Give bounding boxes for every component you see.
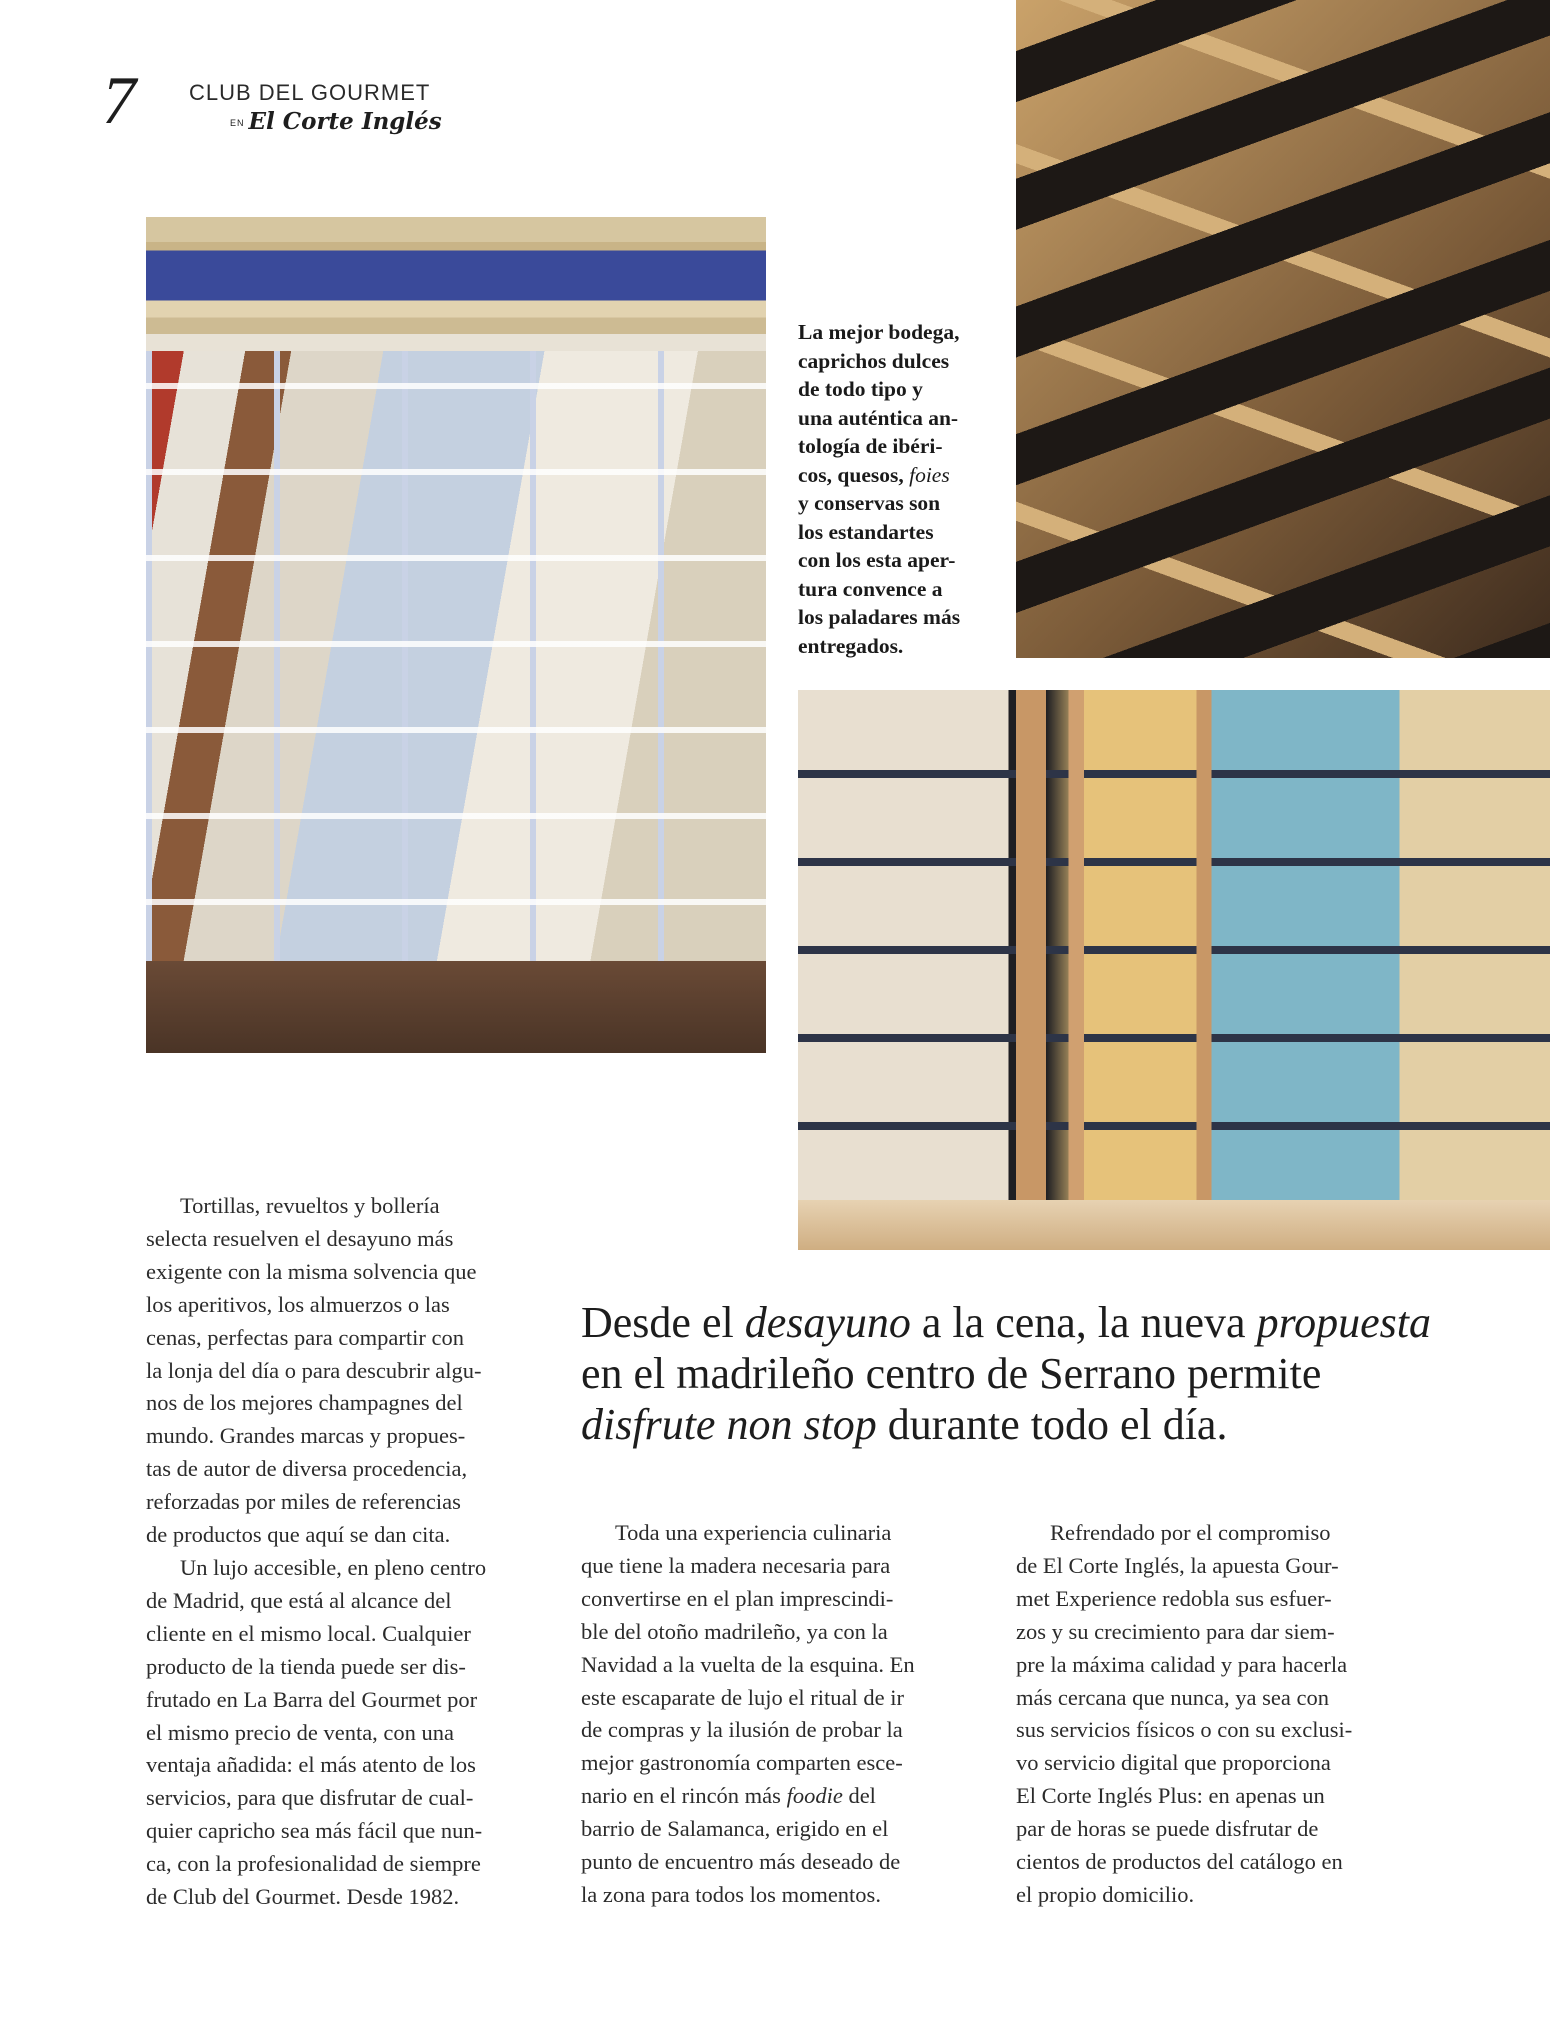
caption-line: y conservas son <box>798 491 941 515</box>
body-column-3 <box>1016 1517 1436 1912</box>
body-line <box>581 1780 991 1813</box>
body-line: cliente en el mismo local. Cualquier <box>146 1620 471 1646</box>
refrigerated-display-photo <box>146 217 766 1053</box>
caption-line: de todo tipo y <box>798 377 923 401</box>
body-line: frutado en La Barra del Gourmet por <box>146 1686 478 1712</box>
caption-line: los estandartes <box>798 519 934 544</box>
brand-title: CLUB DEL GOURMET <box>189 80 431 105</box>
body-line: mejor gastronomía comparten esce- <box>581 1750 903 1776</box>
pull-quote-line <box>581 1399 1511 1450</box>
body-line: el mismo precio de venta, con una <box>146 1719 455 1745</box>
body-line: mundo. Grandes marcas y propues- <box>146 1423 466 1449</box>
caption-line: con los esta aper- <box>798 548 956 572</box>
caption-text: cos, quesos, <box>798 462 910 487</box>
body-line: barrio de Salamanca, erigido en el <box>581 1816 889 1842</box>
pq-text: durante todo el día. <box>876 1400 1228 1449</box>
brand-en: EN <box>230 118 245 128</box>
caption-italic: foies <box>909 462 950 487</box>
body-line: ventaja añadida: el más atento de los <box>146 1752 476 1778</box>
body-line: Toda una experiencia culinaria <box>615 1520 892 1545</box>
pq-text: Desde el <box>581 1298 745 1347</box>
body-line: de Madrid, que está al alcance del <box>146 1587 452 1613</box>
body-line: este escaparate de lujo el ritual de ir <box>581 1684 904 1710</box>
body-line: cenas, perfectas para compartir con <box>146 1324 464 1350</box>
body-text: nario en el rincón más <box>581 1783 787 1809</box>
body-column-2 <box>581 1517 991 1912</box>
caption-line: entregados. <box>798 633 904 658</box>
body-line: Navidad a la vuelta de la esquina. En <box>581 1651 915 1677</box>
body-text: del <box>842 1783 876 1809</box>
body-line: reforzadas por miles de referencias <box>146 1489 461 1515</box>
confectionery-shelves-photo <box>798 690 1550 1250</box>
caption-line: los paladares más <box>798 605 961 629</box>
brand-store: El Corte Inglés <box>248 108 442 135</box>
caption-line: tología de ibéri- <box>798 434 943 458</box>
pull-quote-line <box>581 1297 1511 1348</box>
caption-line: una auténtica an- <box>798 405 959 430</box>
body-line: tas de autor de diversa procedencia, <box>146 1456 468 1482</box>
pq-italic: desayuno <box>744 1298 911 1347</box>
body-line: de compras y la ilusión de probar la <box>581 1717 903 1743</box>
body-line: exigente con la misma solvencia que <box>146 1258 477 1284</box>
body-line: de productos que aquí se dan cita. <box>146 1522 451 1548</box>
body-line: pre la máxima calidad y para hacerla <box>1016 1651 1348 1677</box>
body-line: cientos de productos del catálogo en <box>1016 1849 1343 1875</box>
body-line: sus servicios físicos o con su exclusi- <box>1016 1717 1353 1743</box>
body-line: producto de la tienda puede ser dis- <box>146 1653 466 1679</box>
body-line: punto de encuentro más deseado de <box>581 1849 901 1875</box>
photo-caption <box>798 318 998 660</box>
pq-italic: propuesta <box>1256 1298 1431 1347</box>
body-line: servicios, para que disfrutar de cual- <box>146 1785 474 1811</box>
body-line: Un lujo accesible, en pleno centro <box>180 1554 487 1580</box>
body-line: Refrendado por el compromiso <box>1050 1520 1331 1545</box>
body-line: vo servicio digital que proporciona <box>1016 1750 1331 1776</box>
caption-line: tura convence a <box>798 576 943 601</box>
body-line: Tortillas, revueltos y bollería <box>180 1193 440 1218</box>
body-line: que tiene la madera necesaria para <box>581 1552 891 1578</box>
caption-line: caprichos dulces <box>798 348 950 373</box>
body-line: de El Corte Inglés, la apuesta Gour- <box>1016 1552 1339 1578</box>
body-line: de Club del Gourmet. Desde 1982. <box>146 1884 460 1910</box>
body-line: ble del otoño madrileño, ya con la <box>581 1618 888 1644</box>
body-line: El Corte Inglés Plus: en apenas un <box>1016 1783 1325 1809</box>
pq-text: a la cena, la nueva <box>910 1298 1257 1347</box>
body-line: quier capricho sea más fácil que nun- <box>146 1818 483 1844</box>
body-column-1 <box>146 1190 546 1914</box>
body-line: convertirse en el plan imprescindi- <box>581 1585 894 1611</box>
body-line: selecta resuelven el desayuno más <box>146 1225 454 1251</box>
body-line: met Experience redobla sus esfuer- <box>1016 1585 1332 1611</box>
body-line: los aperitivos, los almuerzos o las <box>146 1291 450 1317</box>
body-line: par de horas se puede disfrutar de <box>1016 1816 1319 1842</box>
pq-italic: disfrute non stop <box>581 1400 877 1449</box>
body-italic: foodie <box>786 1783 843 1809</box>
body-line: la zona para todos los momentos. <box>581 1881 881 1907</box>
body-line: la lonja del día o para descubrir algu- <box>146 1357 482 1383</box>
body-line: nos de los mejores champagnes del <box>146 1390 463 1416</box>
body-line: más cercana que nunca, ya sea con <box>1016 1684 1329 1710</box>
brand-logo <box>230 108 442 135</box>
page-number: 7 <box>102 62 136 138</box>
caption-line: La mejor bodega, <box>798 320 960 344</box>
pull-quote <box>581 1297 1511 1450</box>
body-line: zos y su crecimiento para dar siem- <box>1016 1618 1335 1644</box>
body-line: el propio domicilio. <box>1016 1881 1195 1907</box>
pull-quote-line: en el madrileño centro de Serrano permite <box>581 1349 1322 1398</box>
caption-line <box>798 461 998 490</box>
body-line: ca, con la profesionalidad de siempre <box>146 1851 481 1877</box>
wine-shelf-photo <box>1016 0 1550 658</box>
